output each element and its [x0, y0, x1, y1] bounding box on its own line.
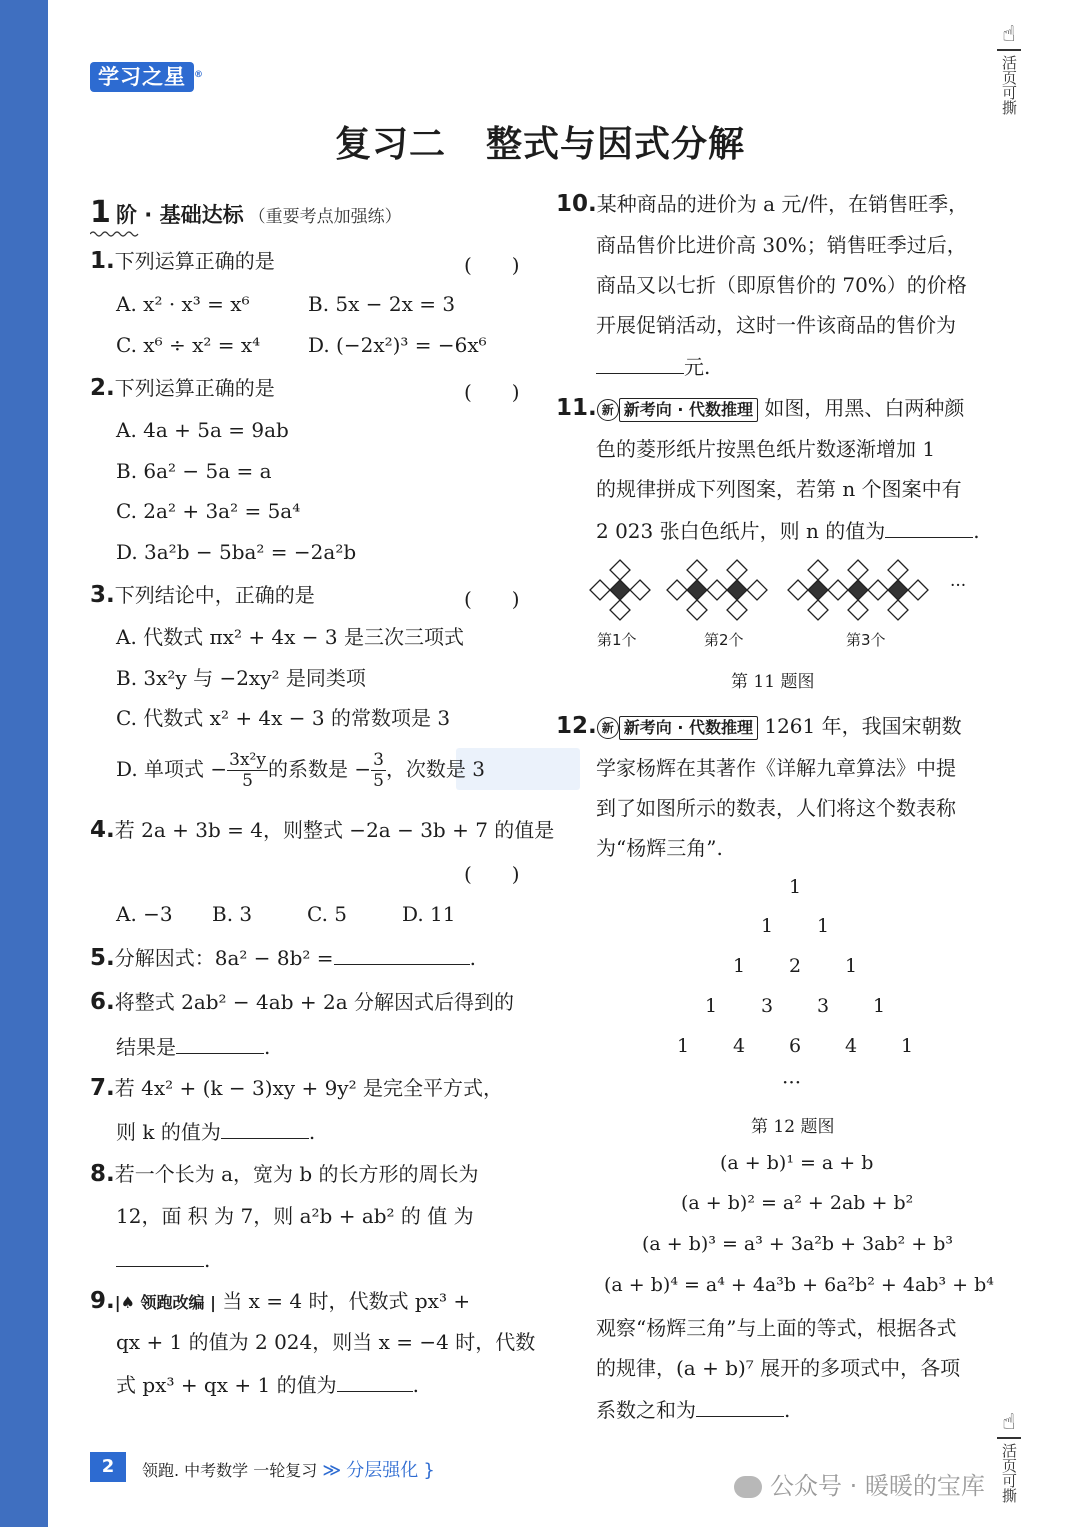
q7-stem: 7.若 4x² + (k − 3)xy + 9y² 是完全平方式，	[90, 1075, 503, 1101]
q12-eq3: (a + b)³ = a³ + 3a²b + 3ab² + b³	[642, 1233, 954, 1255]
q11-caption: 第 11 题图	[731, 672, 815, 692]
pattern-2	[667, 560, 767, 620]
q4-option-c: C. 5	[307, 902, 348, 926]
q2-option-d: D. 3a²b − 5ba² = −2a²b	[116, 540, 357, 564]
q6-line2: 结果是 .	[116, 1031, 270, 1061]
q6-answer-blank[interactable]	[176, 1031, 264, 1054]
q11-line3: 的规律拼成下列图案，若第 n 个图案中有	[596, 477, 962, 501]
section-heading: 1 阶 · 基础达标 （重要考点加强练）	[90, 195, 402, 230]
q12-eq2: (a + b)² = a² + 2ab + b²	[681, 1192, 914, 1214]
q9-answer-blank[interactable]	[337, 1369, 413, 1392]
q12-line2: 学家杨辉在其著作《详解九章算法》中提	[596, 756, 956, 780]
q11-more: ···	[950, 576, 967, 596]
q11-label-3: 第3个	[846, 631, 886, 649]
q8-stem: 8.若一个长为 a，宽为 b 的长方形的周长为	[90, 1161, 479, 1187]
watermark: 公众号 · 暖暖的宝库	[734, 1466, 985, 1501]
q10-line3: 商品又以七折（即原售价的 70%）的价格	[596, 273, 967, 297]
triangle-cell: 3	[817, 995, 830, 1017]
q4-stem: 4.若 2a + 3b = 4，则整式 −2a − 3b + 7 的值是	[90, 817, 555, 843]
triangle-cell: 1	[817, 915, 830, 937]
q11-line4: 2 023 张白色纸片，则 n 的值为 .	[596, 515, 980, 545]
q1-option-a: A. x² · x³ = x⁶	[116, 292, 250, 316]
q11-tag: 新考向 · 代数推理	[619, 398, 758, 422]
q4-answer-paren[interactable]: ( )	[464, 862, 520, 886]
q6-stem: 6.将整式 2ab² − 4ab + 2a 分解因式后得到的	[90, 989, 514, 1015]
q2-option-c: C. 2a² + 3a² = 5a⁴	[116, 499, 301, 523]
new-badge-icon: 新	[597, 717, 619, 739]
tear-note-bottom: ☝ 活页可撕	[994, 1410, 1024, 1507]
q10-answer-blank[interactable]	[596, 351, 684, 374]
q10-stem: 10.某种商品的进价为 a 元/件，在销售旺季，	[556, 191, 969, 217]
triangle-cell: 1	[761, 915, 774, 937]
footer-book: 领跑. 中考数学 一轮复习 ≫ 分层强化 }	[142, 1460, 435, 1481]
q9-tag: |♠ 领跑改编 |	[114, 1293, 216, 1312]
page-spine	[0, 0, 48, 1527]
q2-option-b: B. 6a² − 5a = a	[116, 459, 272, 483]
q12-tag: 新考向 · 代数推理	[619, 716, 758, 740]
q12-line3: 到了如图所示的数表，人们将这个数表称	[596, 796, 956, 820]
q11-stem: 11. 新 新考向 · 代数推理 如图，用黑、白两种颜	[556, 395, 965, 421]
q2-answer-paren[interactable]: ( )	[464, 380, 520, 404]
triangle-cell: 4	[733, 1035, 746, 1057]
squiggle-underline	[90, 230, 140, 238]
pattern-1	[590, 560, 650, 620]
q10-line4: 开展促销活动，这时一件该商品的售价为	[596, 313, 956, 337]
q11-answer-blank[interactable]	[885, 515, 973, 538]
triangle-cell: 1	[677, 1035, 690, 1057]
q5-answer-blank[interactable]	[334, 942, 470, 965]
hand-icon: ☝	[1002, 1410, 1016, 1435]
q12-line5: 观察“杨辉三角”与上面的等式，根据各式	[596, 1316, 957, 1340]
q12-line6: 的规律，(a + b)⁷ 展开的多项式中，各项	[596, 1356, 961, 1380]
q3-stem: 3.下列结论中，正确的是	[90, 582, 315, 608]
q11-figure	[584, 556, 974, 628]
q2-option-a: A. 4a + 5a = 9ab	[116, 418, 289, 442]
triangle-cell: 1	[845, 955, 858, 977]
q12-caption: 第 12 题图	[751, 1117, 835, 1137]
triangle-cell: 6	[789, 1035, 802, 1057]
triangle-cell: 1	[789, 876, 802, 898]
spade-icon: ♠	[120, 1293, 135, 1312]
q12-answer-blank[interactable]	[696, 1394, 784, 1417]
q3-option-d: D. 单项式 − $\frac{\text{3x²y}}{5}$ 的系数是 − $\frac{3}{5}$ ，次数是 3	[116, 750, 486, 791]
q5-stem: 5.分解因式：8a² − 8b² = .	[90, 942, 476, 972]
q11-label-1: 第1个	[597, 631, 637, 649]
q1-option-b: B. 5x − 2x = 3	[308, 292, 456, 316]
q11-line2: 色的菱形纸片按黑色纸片数逐渐增加 1	[596, 437, 936, 461]
q12-stem: 12. 新 新考向 · 代数推理 1261 年，我国宋朝数	[556, 713, 962, 739]
q3-option-c: C. 代数式 x² + 4x − 3 的常数项是 3	[116, 706, 451, 730]
triangle-cell: 1	[705, 995, 718, 1017]
wechat-icon	[734, 1476, 762, 1498]
q12-eq1: (a + b)¹ = a + b	[720, 1152, 874, 1174]
q9-line2: qx + 1 的值为 2 024，则当 x = −4 时，代数	[116, 1330, 536, 1354]
q10-line2: 商品售价比进价高 30%；销售旺季过后，	[596, 233, 967, 257]
q1-stem: 1.下列运算正确的是	[90, 248, 275, 274]
q11-label-2: 第2个	[704, 631, 744, 649]
q8-line3: .	[116, 1244, 210, 1274]
page-number: 2	[90, 1452, 126, 1482]
page-title: 复习二 整式与因式分解	[334, 124, 746, 165]
triangle-cell: 2	[789, 955, 802, 977]
fraction: $\frac{3}{5}$	[373, 750, 384, 791]
fraction: $\frac{\text{3x²y}}{5}$	[229, 750, 266, 791]
triangle-cell: 3	[761, 995, 774, 1017]
q10-line5: 元.	[596, 351, 710, 381]
q3-answer-paren[interactable]: ( )	[464, 587, 520, 611]
q1-answer-paren[interactable]: ( )	[464, 253, 520, 277]
hand-icon: ☝	[1002, 22, 1016, 47]
q7-line2: 则 k 的值为 .	[116, 1116, 315, 1146]
q4-option-a: A. −3	[116, 902, 173, 926]
pattern-3	[788, 560, 928, 620]
q1-option-d: D. (−2x²)³ = −6x⁶	[308, 333, 487, 357]
q9-line3: 式 px³ + qx + 1 的值为 .	[116, 1369, 419, 1399]
q4-option-b: B. 3	[212, 902, 253, 926]
triangle-cell: 1	[873, 995, 886, 1017]
q12-line7: 系数之和为 .	[596, 1394, 790, 1424]
q7-answer-blank[interactable]	[221, 1116, 309, 1139]
q8-answer-blank[interactable]	[116, 1244, 204, 1267]
triangle-more: ···	[782, 1070, 802, 1094]
new-badge-icon: 新	[597, 399, 619, 421]
tear-note-top: ☝ 活页可撕	[994, 22, 1024, 119]
triangle-cell: 1	[901, 1035, 914, 1057]
q4-option-d: D. 11	[402, 902, 456, 926]
q9-stem: 9.|♠ 领跑改编 | 当 x = 4 时，代数式 px³ +	[90, 1288, 471, 1314]
triangle-cell: 1	[733, 955, 746, 977]
q8-line2: 12，面 积 为 7，则 a²b + ab² 的 值 为	[116, 1204, 474, 1228]
brand-logo: 学习之星 ®	[90, 62, 194, 92]
q1-option-c: C. x⁶ ÷ x² = x⁴	[116, 333, 261, 357]
q3-option-a: A. 代数式 πx² + 4x − 3 是三次三项式	[116, 625, 464, 649]
q12-eq4: (a + b)⁴ = a⁴ + 4a³b + 6a²b² + 4ab³ + b⁴	[604, 1274, 994, 1296]
triangle-cell: 4	[845, 1035, 858, 1057]
q3-option-b: B. 3x²y 与 −2xy² 是同类项	[116, 666, 366, 690]
q12-line4: 为“杨辉三角”.	[596, 836, 723, 860]
q2-stem: 2.下列运算正确的是	[90, 375, 275, 401]
